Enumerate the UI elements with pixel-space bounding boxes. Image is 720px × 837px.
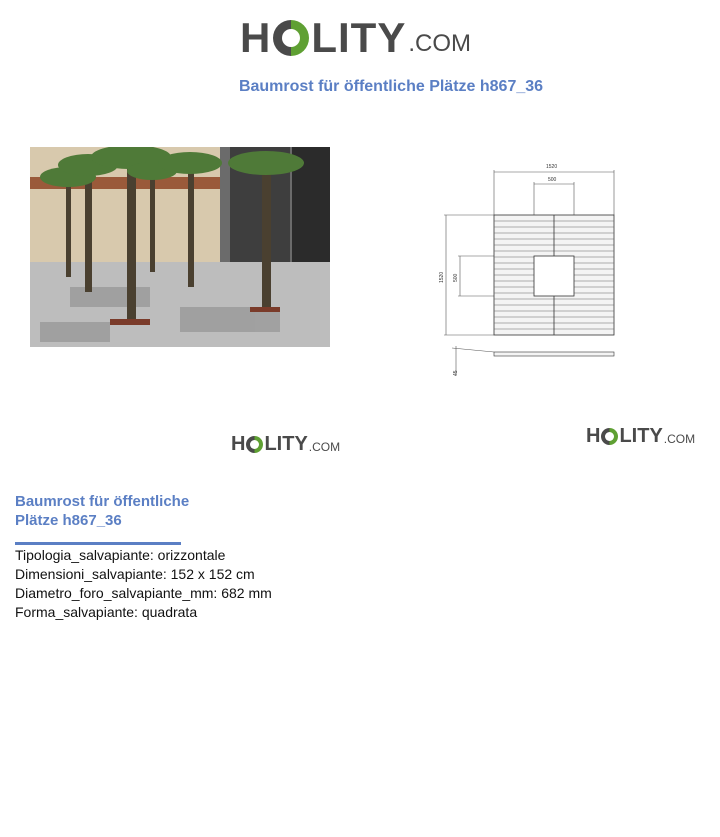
brand-logo-left[interactable] — [231, 432, 340, 456]
dim-hole-label: 500 — [548, 177, 557, 183]
dim-hole-height-label: 500 — [453, 273, 459, 282]
logo-o-icon — [246, 436, 263, 453]
spec-dimensioni: Dimensioni_salvapiante: 152 x 152 cm — [15, 566, 255, 582]
logo-letters-lity: LITY — [264, 432, 308, 455]
logo-letters-lity: LITY — [311, 14, 407, 61]
product-title — [15, 492, 275, 530]
logo-letter-h: H — [231, 432, 246, 455]
product-photo — [30, 147, 330, 347]
title-underline — [15, 542, 181, 545]
dim-height-label: 1520 — [439, 271, 445, 283]
product-specs — [15, 546, 272, 622]
tree-grate-drawing — [438, 160, 618, 380]
product-title-line1: Baumrost für öffentliche — [15, 493, 190, 510]
logo-o-icon — [601, 428, 618, 445]
spec-forma: Forma_salvapiante: quadrata — [15, 604, 198, 620]
logo-letters-lity: LITY — [619, 424, 663, 447]
logo-com: .COM — [308, 440, 341, 454]
courtyard-palms-image — [30, 147, 330, 347]
logo-letter-h: H — [586, 424, 601, 447]
brand-logo-top[interactable] — [240, 14, 471, 62]
page-title: Baumrost für öffentliche Plätze h867_36 — [238, 78, 544, 95]
logo-o-icon — [273, 20, 309, 56]
dim-width-label: 1520 — [546, 164, 558, 170]
product-title-line2: Plätze h867_36 — [15, 512, 122, 529]
logo-letter-h: H — [240, 14, 272, 61]
brand-logo-right[interactable] — [586, 424, 695, 448]
spec-diametro-foro: Diametro_foro_salvapiante_mm: 682 mm — [15, 585, 272, 601]
logo-com: .COM — [408, 30, 472, 57]
logo-com: .COM — [663, 432, 696, 446]
dim-thickness-label: 45 — [453, 370, 459, 376]
technical-drawing — [438, 160, 618, 380]
spec-tipologia: Tipologia_salvapiante: orizzontale — [15, 547, 226, 563]
